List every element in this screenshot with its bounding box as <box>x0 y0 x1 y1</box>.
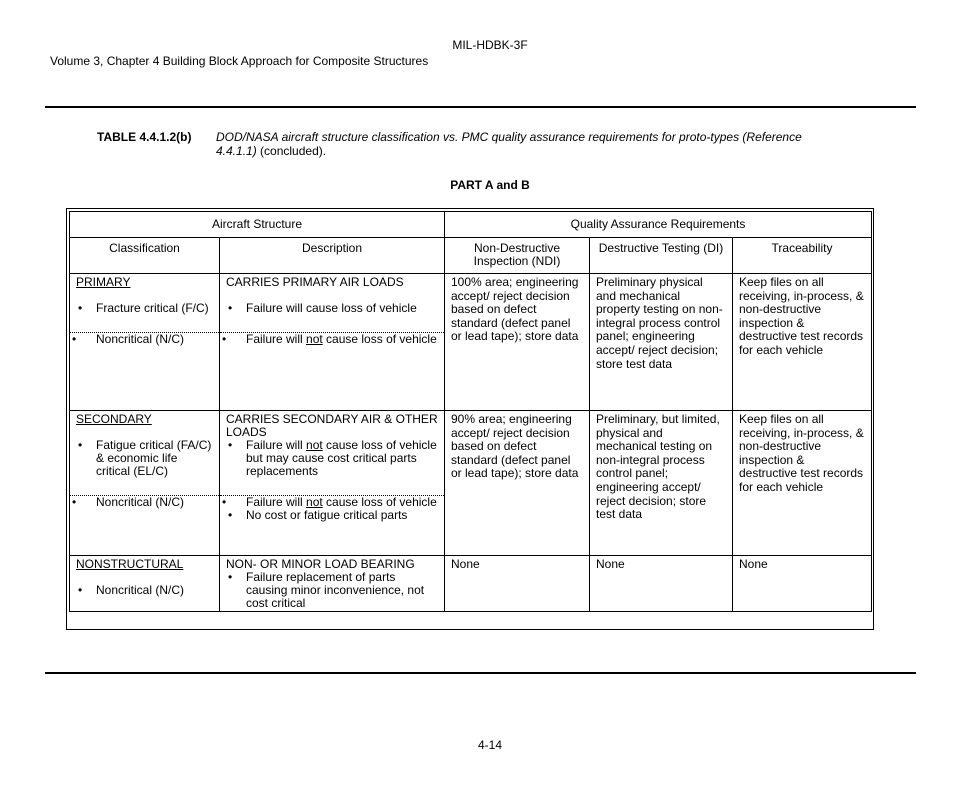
group-header-aircraft-structure: Aircraft Structure <box>70 212 445 238</box>
col-header-traceability: Traceability <box>733 238 872 274</box>
primary-classification-cell <box>70 274 220 411</box>
col-header-description: Description <box>220 238 445 274</box>
secondary-classification-cell <box>70 411 220 556</box>
part-title: PART A and B <box>450 178 530 192</box>
nonstructural-desc-title: NON- OR MINOR LOAD BEARING <box>226 557 415 571</box>
qa-table-frame <box>66 208 874 630</box>
caption-suffix: (concluded). <box>256 144 327 158</box>
desc-text: Failure will <box>246 495 307 509</box>
caption-italic: DOD/NASA aircraft structure classification vs. PMC quality assurance requirements for proto-types (Reference 4.4.1.1) <box>216 130 802 158</box>
secondary-desc-item-cost <box>226 439 438 495</box>
col-header-di: Destructive Testing (DI) <box>590 238 733 274</box>
secondary-description-cell <box>220 411 445 556</box>
table-row-nonstructural <box>70 556 872 612</box>
qa-requirements-table <box>69 211 872 612</box>
nonstructural-di-cell: None <box>590 556 733 612</box>
nonstructural-desc-item: • Failure replacement of parts causing minor inconvenience, not cost critical <box>226 571 438 610</box>
primary-desc-item-loss: • Failure will cause loss of vehicle <box>226 302 438 332</box>
desc-text: Failure will <box>246 332 307 346</box>
table-number: TABLE 4.4.1.2(b) <box>97 130 192 144</box>
document-id: MIL-HDBK-3F <box>452 38 528 52</box>
secondary-di-cell: Preliminary, but limited, physical and mechanical testing on non-integral process control panel; engineering accept/ reject decision; store test data <box>590 411 733 556</box>
secondary-class-item-fatigue: • Fatigue critical (FA/C) & economic life critical (EL/C) <box>76 439 213 495</box>
primary-class-item-fracture: • Fracture critical (F/C) <box>76 302 213 332</box>
desc-text: cause loss of vehicle but may cause cost critical parts replacements <box>246 438 437 478</box>
header-rule <box>45 106 916 108</box>
col-header-classification: Classification <box>70 238 220 274</box>
primary-class-item-noncritical: • Noncritical (N/C) <box>70 332 219 346</box>
desc-text: cause loss of vehicle <box>322 332 437 346</box>
secondary-ndi-cell: 90% area; engineering accept/ reject decision based on defect standard (defect panel or lead tape); store data <box>445 411 590 556</box>
table-caption-text <box>216 130 817 158</box>
secondary-trace-cell: Keep files on all receiving, in-process, & non-destructive inspection & destructive test records for each vehicle <box>733 411 872 556</box>
table-row-primary <box>70 274 872 411</box>
nonstructural-trace-cell: None <box>733 556 872 612</box>
page-number: 4-14 <box>477 738 503 752</box>
secondary-desc-item-no-loss <box>220 495 444 509</box>
desc-text: Failure will <box>246 438 307 452</box>
table-caption <box>97 130 817 158</box>
desc-underlined: not <box>306 438 323 452</box>
footer-rule <box>45 672 916 674</box>
desc-underlined: not <box>306 332 323 346</box>
col-header-ndi: Non-Destructive Inspection (NDI) <box>445 238 590 274</box>
nonstructural-ndi-cell: None <box>445 556 590 612</box>
nonstructural-classification-cell <box>70 556 220 612</box>
primary-description-cell <box>220 274 445 411</box>
desc-underlined: not <box>306 495 323 509</box>
primary-class-title: PRIMARY <box>76 275 131 289</box>
primary-di-cell: Preliminary physical and mechanical property testing on non-integral process control panel; engineering accept/ reject decision; store test data <box>590 274 733 411</box>
secondary-class-title: SECONDARY <box>76 412 152 426</box>
primary-ndi-cell: 100% area; engineering accept/ reject decision based on defect standard (defect panel or lead tape); store data <box>445 274 590 411</box>
primary-desc-title: CARRIES PRIMARY AIR LOADS <box>226 275 404 289</box>
nonstructural-description-cell <box>220 556 445 612</box>
volume-chapter-line: Volume 3, Chapter 4 Building Block Approach for Composite Structures <box>50 54 429 68</box>
secondary-desc-item-no-cost: • No cost or fatigue critical parts <box>226 509 438 522</box>
nonstructural-class-title: NONSTRUCTURAL <box>76 557 184 571</box>
desc-text: cause loss of vehicle <box>322 495 437 509</box>
group-header-qa-requirements: Quality Assurance Requirements <box>445 212 872 238</box>
secondary-class-item-noncritical: • Noncritical (N/C) <box>70 495 219 509</box>
nonstructural-class-item-noncritical: • Noncritical (N/C) <box>76 584 213 597</box>
table-row-secondary <box>70 411 872 556</box>
secondary-desc-title: CARRIES SECONDARY AIR & OTHER LOADS <box>226 412 438 439</box>
primary-desc-item-no-loss <box>220 332 444 346</box>
primary-trace-cell: Keep files on all receiving, in-process, & non-destructive inspection & destructive test records for each vehicle <box>733 274 872 411</box>
